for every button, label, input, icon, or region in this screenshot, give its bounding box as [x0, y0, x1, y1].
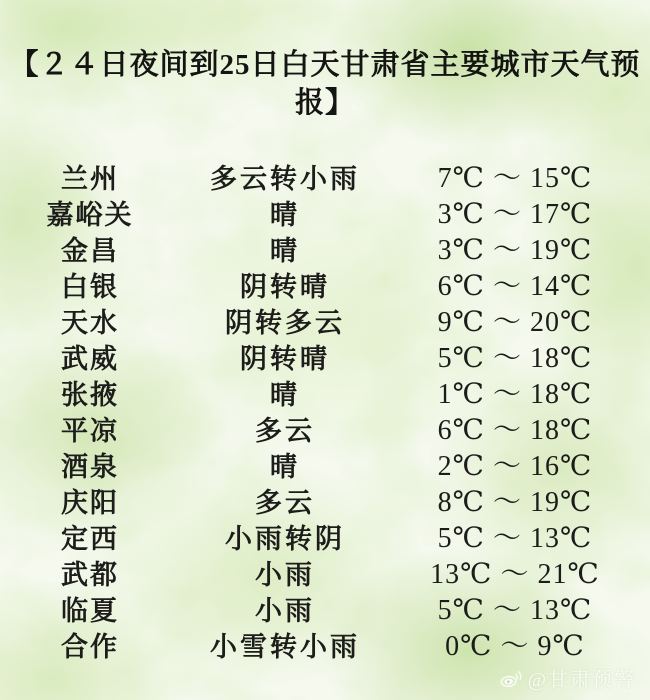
weather-cell: 小雨: [255, 595, 315, 626]
weibo-icon: [499, 666, 523, 690]
temperature-cell: 6℃ ～ 18℃: [437, 415, 593, 447]
table-row: [0, 408, 640, 447]
table-row: [0, 300, 640, 339]
table-row: [0, 588, 640, 627]
city-cell: 酒泉: [61, 451, 119, 482]
temperature-cell: 9℃ ～ 20℃: [437, 307, 593, 339]
weather-cell: 晴: [270, 199, 300, 230]
table-row: [0, 228, 640, 267]
weather-cell: 晴: [270, 235, 300, 266]
page-title: 【２４日夜间到25日白天甘肃省主要城市天气预报】: [9, 49, 641, 119]
temperature-cell: 5℃ ～ 13℃: [437, 523, 593, 555]
city-cell: 兰州: [61, 163, 119, 194]
forecast-table: [0, 156, 650, 663]
table-row: [0, 156, 640, 195]
city-cell: 合作: [61, 631, 119, 662]
table-row: [0, 192, 640, 231]
temperature-cell: 8℃ ～ 19℃: [437, 487, 593, 519]
weather-cell: 晴: [270, 451, 300, 482]
city-cell: 白银: [61, 271, 119, 302]
city-cell: 天水: [61, 307, 119, 338]
weather-cell: 多云: [255, 415, 315, 446]
city-cell: 庆阳: [61, 487, 119, 518]
watermark-label: @甘肃预警: [527, 669, 636, 691]
temperature-cell: 6℃ ～ 14℃: [437, 271, 593, 303]
table-row: [0, 372, 640, 411]
temperature-cell: 2℃ ～ 16℃: [437, 451, 593, 483]
temperature-cell: 7℃ ～ 15℃: [437, 163, 593, 195]
temperature-cell: 5℃ ～ 13℃: [437, 595, 593, 627]
city-cell: 武威: [61, 343, 119, 374]
table-row: [0, 552, 640, 591]
weather-cell: 阴转晴: [240, 271, 330, 302]
temperature-cell: 5℃ ～ 18℃: [437, 343, 593, 375]
watermark: [499, 663, 636, 692]
table-row: [0, 264, 640, 303]
weather-cell: 多云转小雨: [210, 163, 360, 194]
weather-cell: 阴转晴: [240, 343, 330, 374]
table-row: [0, 624, 640, 663]
table-row: [0, 336, 640, 375]
temperature-cell: 3℃ ～ 17℃: [437, 199, 593, 231]
city-cell: 金昌: [61, 235, 119, 266]
city-cell: 平凉: [61, 415, 119, 446]
table-row: [0, 516, 640, 555]
temperature-cell: 3℃ ～ 19℃: [437, 235, 593, 267]
city-cell: 张掖: [61, 379, 119, 410]
city-cell: 定西: [61, 523, 119, 554]
city-cell: 武都: [61, 559, 119, 590]
city-cell: 临夏: [61, 595, 119, 626]
table-row: [0, 444, 640, 483]
temperature-cell: 1℃ ～ 18℃: [437, 379, 593, 411]
temperature-cell: 0℃ ～ 9℃: [445, 631, 585, 663]
weather-cell: 小雨转阴: [225, 523, 345, 554]
weather-cell: 小雪转小雨: [210, 631, 360, 662]
city-cell: 嘉峪关: [46, 199, 134, 230]
weather-cell: 晴: [270, 379, 300, 410]
temperature-cell: 13℃ ～ 21℃: [430, 559, 600, 591]
weather-cell: 小雨: [255, 559, 315, 590]
weather-cell: 多云: [255, 487, 315, 518]
table-row: [0, 480, 640, 519]
weather-cell: 阴转多云: [225, 307, 345, 338]
